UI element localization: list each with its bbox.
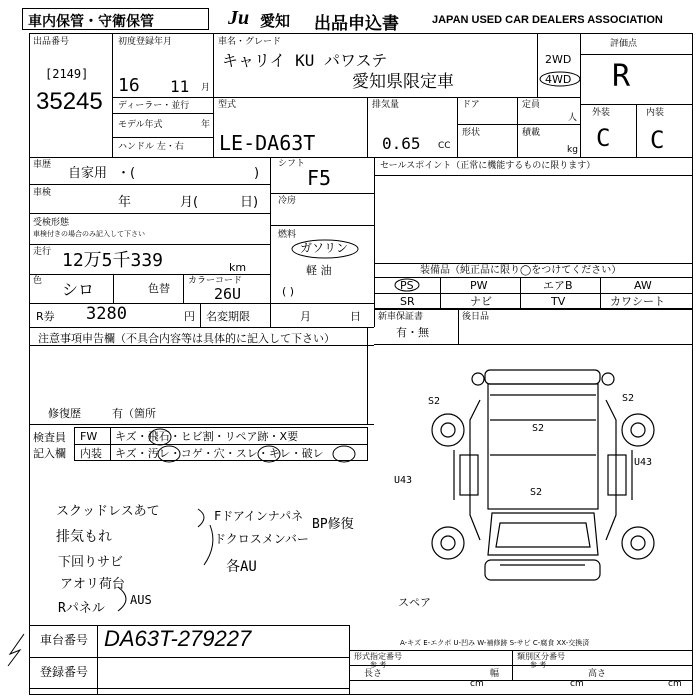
name-change-label: 名変期限 — [206, 310, 250, 323]
equip-sr: SR — [400, 295, 415, 308]
diagram-mark-u43-right: U43 — [634, 457, 653, 468]
inspection-label: 車検 — [33, 188, 52, 198]
name-change-day: 日 — [350, 310, 361, 323]
ju-logo: Ju — [228, 7, 250, 29]
spare-label: スペア — [398, 596, 431, 609]
remark-bp-repair: BP修復 — [312, 517, 354, 532]
lot-number: 35245 — [36, 88, 103, 115]
chassis-value: DA63T-279227 — [104, 626, 252, 651]
remark-all-au: 各AU — [226, 559, 257, 575]
drive-4wd: 4WD — [545, 73, 572, 86]
history-close: ) — [254, 166, 260, 181]
fuel-label: 燃料 — [278, 230, 297, 240]
exterior-label: 外装 — [592, 108, 611, 118]
remark-door: Fドアインナパネ — [214, 509, 304, 523]
first-reg-year: 16 — [118, 75, 140, 96]
first-reg-label: 初度登録年月 — [118, 37, 173, 47]
diagram-mark-s2-left: S2 — [428, 396, 441, 407]
lot-label: 出品番号 — [33, 37, 70, 47]
color-label: 色 — [33, 276, 43, 286]
mileage-unit: km — [229, 261, 247, 274]
model-year-unit: 年 — [201, 120, 211, 130]
equip-leather: カワシート — [610, 295, 665, 308]
score-label: 評価点 — [610, 39, 638, 49]
remark-studless: スクッドレスあて — [56, 504, 160, 519]
length-label: 長さ — [364, 669, 383, 679]
width-label: 幅 — [490, 669, 500, 679]
inspection-year: 年 — [118, 195, 132, 210]
interior-label: 内装 — [646, 108, 665, 118]
history-bracket: ・( — [117, 166, 136, 181]
header-tab-label: 車内保管・守衛保管 — [28, 14, 154, 30]
capacity-label: 定員 — [522, 100, 541, 110]
lot-bracket: [2149] — [45, 67, 89, 81]
width-unit: cm — [570, 679, 584, 689]
first-reg-month: 11 — [170, 77, 190, 96]
exterior-score: C — [596, 124, 611, 152]
history-value: 自家用 — [68, 166, 108, 181]
drive-2wd: 2WD — [545, 53, 572, 66]
name-change-month: 月 — [300, 310, 311, 323]
diagram-mark-s2-right: S2 — [622, 393, 635, 404]
form-title: 出品申込書 — [314, 14, 399, 34]
equip-ps: PS — [400, 279, 414, 292]
height-unit: cm — [668, 679, 682, 689]
equip-airbag: エアB — [543, 279, 573, 292]
first-reg-month-unit: 月 — [201, 83, 211, 93]
inspector-fw-head: FW — [80, 430, 98, 443]
pen-mark — [4, 630, 28, 670]
height-label: 高さ — [588, 669, 607, 679]
org-name: 愛知 — [260, 12, 291, 30]
equip-aw: AW — [634, 279, 652, 292]
equip-tv: TV — [551, 295, 566, 308]
inspector-circles — [74, 425, 374, 465]
color-value: シロ — [62, 280, 95, 299]
remark-underbody: 下回りサビ — [58, 555, 124, 570]
remark-brackets — [98, 495, 318, 625]
reg-label: 登録番号 — [40, 665, 89, 679]
repair-value: 有（箇所 — [112, 407, 156, 420]
recycle-value: 3280 — [86, 304, 127, 324]
fuel-diesel: 軽 油 — [306, 264, 332, 277]
fuel-value: ガソリン — [300, 241, 349, 255]
dealer-label: ディーラー・並行 — [118, 101, 190, 111]
form-subtitle: JAPAN USED CAR DEALERS ASSOCIATION — [432, 14, 663, 26]
repair-label: 修復歴 — [48, 407, 81, 420]
shape-label: 形状 — [462, 128, 481, 138]
chassis-label: 車台番号 — [40, 633, 89, 647]
diagram-mark-s2-center: S2 — [530, 487, 543, 498]
sales-point-label: セールスポイント（正常に機能するものに限ります） — [380, 161, 596, 171]
inspector-int-head: 内装 — [80, 447, 102, 460]
car-name-label: 車名・グレード — [218, 37, 282, 47]
inspector-label-2: 記入欄 — [33, 447, 66, 460]
handle-label: ハンドル 左・右 — [118, 142, 184, 152]
equipment-label: 装備品（純正品に限り◯をつけてください） — [420, 265, 622, 276]
load-unit: kg — [567, 145, 578, 155]
model-label: 型式 — [218, 100, 237, 110]
back-tag-label: 後日品 — [462, 312, 490, 322]
inspection-day: 日) — [240, 195, 259, 210]
inspector-label-1: 検査員 — [33, 431, 66, 444]
shift-label: シフト — [278, 159, 306, 169]
color-code-label: カラーコード — [188, 276, 243, 286]
new-warranty-label: 新車保証書 — [378, 312, 424, 322]
remark-tailgate: アオリ荷台 — [60, 577, 125, 592]
damage-legend: A-キズ E-エクボ U-凹み W-補修跡 S-サビ C-腐食 XX-交換済 — [400, 639, 590, 647]
remark-crossmember: ドクロスメンバー — [214, 532, 309, 546]
diagram-mark-u43-left: U43 — [394, 475, 413, 486]
inspector-fw-row: キズ・飛石・ヒビ割・リペア跡・X要 — [115, 430, 299, 443]
ac-label: 冷房 — [278, 196, 297, 206]
remark-exhaust: 排気もれ — [56, 529, 112, 545]
inspector-int-row: キズ・汚レ・コゲ・穴・スレ・キレ・破レ — [115, 447, 324, 460]
model-year-label: モデル年式 — [118, 120, 163, 130]
fuel-paren: ( ) — [282, 285, 295, 298]
recycle-label: R券 — [36, 310, 55, 323]
receipt-label: 受検形態 — [33, 218, 70, 228]
shape-spec-label: 形式指定番号 — [354, 652, 402, 661]
equip-ps-circle — [393, 278, 421, 292]
receipt-sub: 車検付きの場合のみ記入して下さい — [33, 230, 145, 238]
equip-pw: PW — [470, 279, 488, 292]
shift-value: F5 — [307, 166, 332, 190]
engine-unit: CC — [438, 141, 451, 151]
notes-label: 注意事項申告欄（不具合内容等は具体的に記入して下さい） — [38, 332, 335, 345]
remark-aus: AUS — [130, 593, 152, 607]
model-value: LE-DA63T — [219, 131, 316, 155]
door-label: ドア — [462, 100, 480, 110]
history-label: 車歴 — [33, 160, 52, 170]
color-code-value: 26U — [214, 285, 242, 303]
length-unit: cm — [470, 679, 484, 689]
shape-spec-ref: 参 考 — [370, 661, 387, 669]
interior-score: C — [650, 126, 665, 154]
recycle-unit: 円 — [184, 310, 195, 323]
mileage-value: 12万5千339 — [62, 250, 164, 271]
remark-r-panel: Rパネル — [58, 601, 105, 616]
equip-navi: ナビ — [470, 295, 492, 308]
inspection-month: 月( — [180, 195, 199, 210]
engine-label: 排気量 — [372, 100, 400, 110]
engine-value: 0.65 — [382, 134, 421, 153]
car-name-value2: 愛知県限定車 — [352, 72, 454, 92]
class-spec-ref: 参 考 — [530, 661, 547, 669]
load-label: 積載 — [522, 128, 541, 138]
tone-label: 色替 — [148, 282, 170, 295]
car-name-value: キャリイ KU パワステ — [222, 51, 388, 70]
class-spec-label: 類別区分番号 — [517, 652, 565, 661]
diagram-mark-s2-top: S2 — [532, 423, 545, 434]
new-warranty-value: 有・無 — [396, 326, 429, 339]
capacity-unit: 人 — [568, 113, 578, 123]
score-value: R — [612, 59, 631, 94]
mileage-label: 走行 — [33, 247, 52, 257]
